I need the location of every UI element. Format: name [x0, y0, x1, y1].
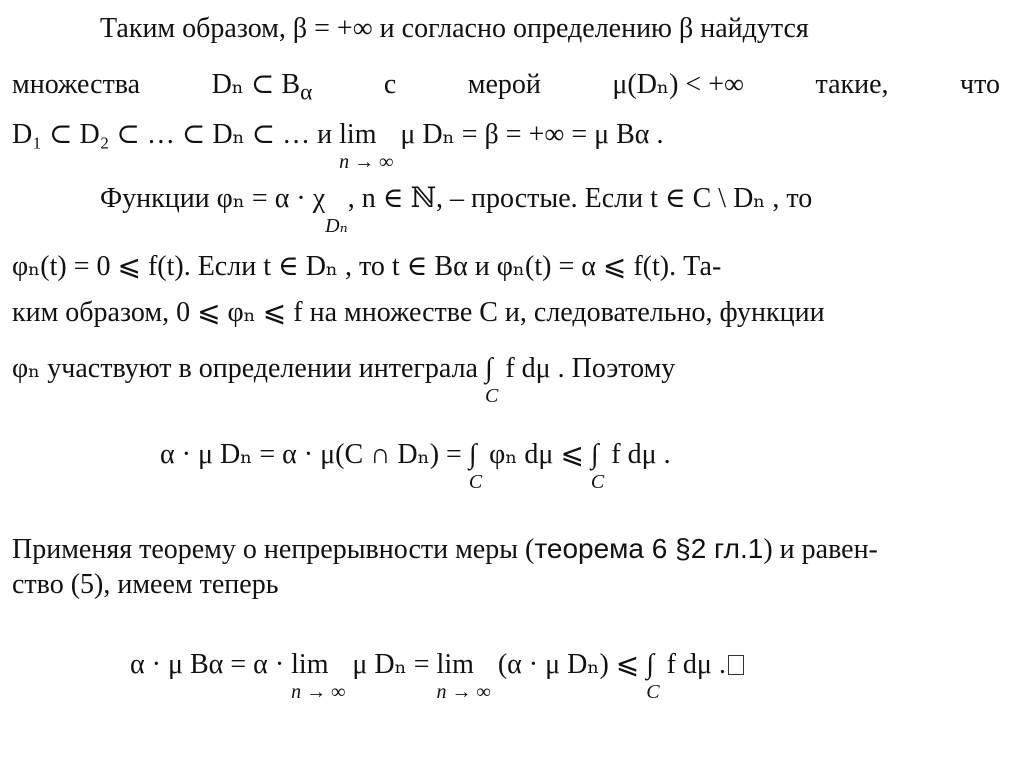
equation-1: [160, 438, 671, 492]
p1-l3-a: D₁ ⊂ D₂ ⊂ … ⊂ Dₙ ⊂ … и: [12, 119, 333, 150]
p1-line2: [12, 68, 1000, 110]
p3-line1: [12, 532, 878, 567]
p1-l2-w1: множества: [12, 69, 141, 100]
eq2-lim2: lim n → ∞: [436, 649, 491, 703]
eq1-int2: ∫ C: [590, 439, 605, 493]
p1-l2-w3: с: [383, 69, 397, 100]
p1-l3-b: μ Dₙ = β = +∞ = μ Bα .: [400, 119, 664, 150]
p2-l1-b: , n ∈ ℕ, – простые. Если t ∈ C \ Dₙ , то: [347, 183, 813, 214]
integral-sign: ∫: [484, 353, 493, 384]
eq1-a: α · μ Dₙ = α · μ(C ∩ Dₙ) =: [160, 439, 462, 470]
end-of-proof-box: [728, 655, 744, 675]
eq2-c: (α · μ Dₙ) ⩽: [497, 649, 640, 680]
eq1-b: φₙ dμ ⩽: [489, 439, 584, 470]
eq2-a: α · μ Bα = α ·: [130, 649, 285, 680]
lim-sub: n → ∞: [339, 151, 394, 173]
p2-l2-text: φₙ(t) = 0 ⩽ f(t). Если t ∈ Dₙ , то t ∈ Bα и φₙ(t) = α ⩽ f(t). Та-: [12, 251, 722, 282]
p2-l3-text: ким образом, 0 ⩽ φₙ ⩽ f на множестве C и, следовательно, функции: [12, 297, 825, 328]
p2-line2: [12, 250, 721, 284]
p2-l4-b: f dμ . Поэтому: [505, 353, 676, 384]
integral-sub: C: [484, 385, 499, 407]
p1-line1-text: Таким образом, β = +∞ и согласно определению β найдутся: [100, 13, 809, 44]
eq2-d: f dμ .: [666, 649, 726, 680]
p3-l2-text: ство (5), имеем теперь: [12, 569, 279, 600]
p2-line3: [12, 296, 825, 330]
p1-line3: [12, 118, 663, 172]
eq2-b: μ Dₙ =: [352, 649, 430, 680]
eq1-int1: ∫ C: [468, 439, 483, 493]
p3-line2: [12, 568, 278, 602]
p1-l3-lim: [339, 118, 393, 172]
p2-l1-a: Функции φₙ = α · χ: [100, 183, 326, 214]
p1-l2-w6: такие,: [815, 69, 889, 100]
p2-l4-a: φₙ участвуют в определении интеграла: [12, 353, 478, 384]
p2-line4: [12, 352, 675, 406]
equation-2: [130, 648, 744, 702]
p1-l2-w4: мерой: [467, 69, 541, 100]
chi-sub: Dₙ: [325, 215, 348, 237]
p3-l1-b: ) и равен-: [763, 534, 878, 565]
integral-c: [485, 352, 498, 406]
eq2-lim1: lim n → ∞: [291, 649, 346, 703]
p1-l2-w7: что: [960, 69, 1000, 100]
eq2-int: ∫ C: [646, 649, 660, 703]
theorem-reference: теорема 6 §2 гл.1: [534, 533, 764, 564]
p1-line1: [100, 12, 809, 46]
lim-label: lim: [339, 119, 377, 150]
p1-l2-w5: μ(Dₙ) < +∞: [612, 69, 744, 100]
p2-line1: [100, 182, 812, 236]
p1-l2-w2: Dₙ ⊂ $B_\alpha$: [211, 69, 313, 106]
eq1-c: f dμ .: [611, 439, 671, 470]
p3-l1-a: Применяя теорему о непрерывности меры (: [12, 534, 535, 565]
